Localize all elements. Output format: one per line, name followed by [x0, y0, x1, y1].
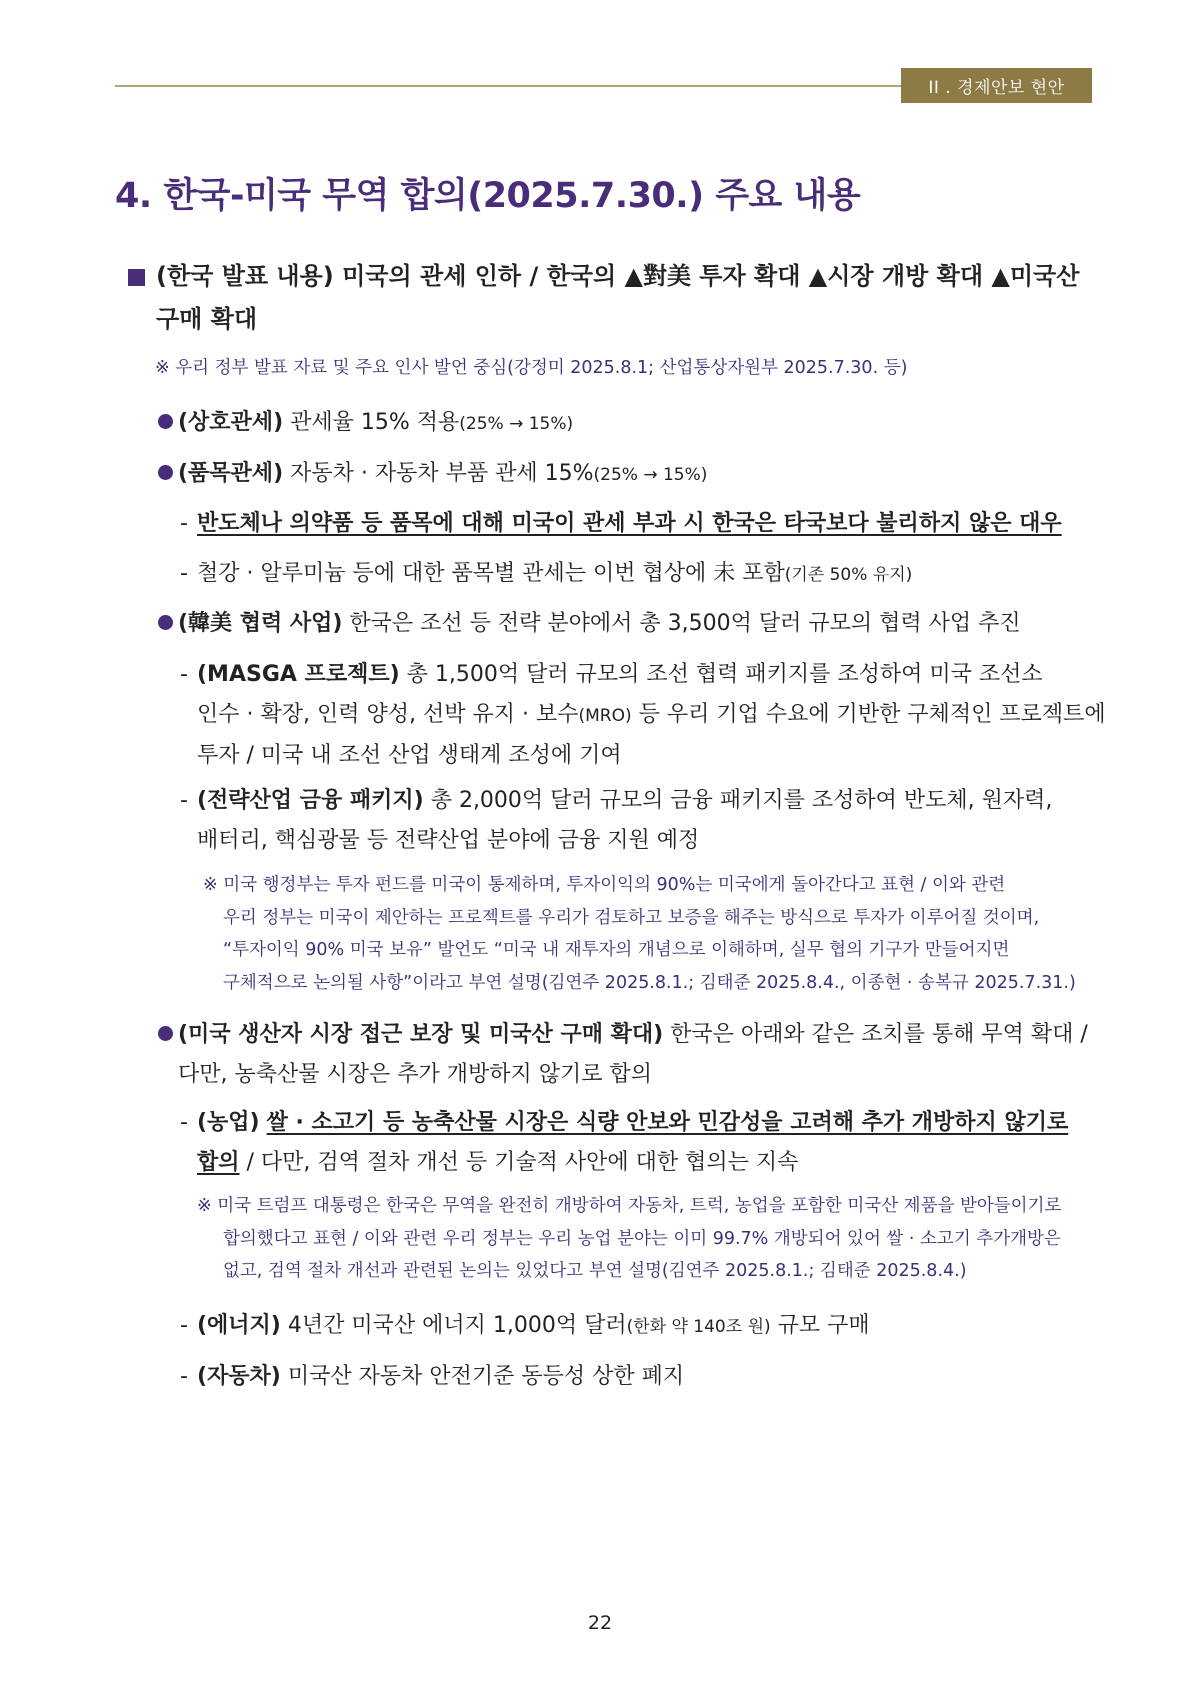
sub-item-line-2: 배터리, 핵심광물 등 전략산업 분야에 금융 지원 예정 — [197, 828, 700, 853]
section-heading — [128, 255, 1093, 341]
bullet-note: (25% → 15%) — [459, 414, 574, 434]
sub-item-semiconductor — [180, 504, 1062, 544]
sub-item-energy — [180, 1306, 870, 1347]
bullet-label: (품목관세) — [178, 461, 284, 486]
note-line-1: ※ 미국 트럼프 대통령은 한국은 무역을 완전히 개방하여 자동차, 트럭, 농업을 포함한 미국산 제품을 받아들이기로 — [197, 1196, 1062, 1216]
circle-bullet-icon — [158, 414, 173, 429]
bullet-market-access — [158, 1015, 1088, 1095]
dash-marker: - — [180, 511, 188, 536]
sub-item-underlined-1: 쌀 · 소고기 등 농축산물 시장은 식량 안보와 민감성을 고려해 추가 개방하지 않기로 — [266, 1110, 1069, 1135]
note-line-3: 없고, 검역 절차 개선과 관련된 논의는 있었다고 부연 설명(김연주 2025.8.1.; 김태준 2025.8.4.) — [223, 1261, 967, 1281]
circle-bullet-icon — [158, 1026, 173, 1041]
sub-item-label: (농업) — [197, 1110, 260, 1135]
square-bullet-icon — [128, 269, 145, 286]
note-line-3: “투자이익 90% 미국 보유” 발언도 “미국 내 재투자의 개념으로 이해하며, 실무 협의 기구가 만들어지면 — [223, 940, 1010, 960]
bullet-line-1: 한국은 아래와 같은 조치를 통해 무역 확대 / — [663, 1022, 1088, 1047]
sub-item-text: 미국산 자동차 안전기준 동등성 상한 폐지 — [280, 1364, 685, 1389]
sub-item-steel — [180, 554, 912, 595]
sub-item-text: 4년간 미국산 에너지 1,000억 달러 — [280, 1313, 627, 1338]
dash-marker: - — [180, 1364, 188, 1389]
investment-note — [203, 869, 1076, 999]
sub-item-text: 철강 · 알루미늄 등에 대한 품목별 관세는 이번 협상에 未 포함 — [197, 561, 785, 586]
sub-item-automobile — [180, 1357, 684, 1397]
sub-item-note: (기존 50% 유지) — [784, 565, 913, 585]
sub-item-masga — [180, 655, 1106, 776]
bullet-label: (미국 생산자 시장 접근 보장 및 미국산 구매 확대) — [178, 1022, 664, 1047]
sub-item-label: (자동차) — [197, 1364, 281, 1389]
sub-item-finance-package — [180, 781, 1052, 861]
sub-item-agriculture — [180, 1103, 1068, 1183]
sub-item-line-2-tail: 등 우리 기업 수요에 기반한 구체적인 프로젝트에 — [631, 702, 1106, 727]
bullet-label: (韓美 협력 사업) — [178, 611, 343, 636]
bullet-item-tariff — [158, 454, 707, 495]
sub-item-line-2: 인수 · 확장, 인력 양성, 선박 유지 · 보수 — [197, 702, 579, 727]
sub-item-line-1: 총 1,500억 달러 규모의 조선 협력 패키지를 조성하여 미국 조선소 — [399, 662, 1043, 687]
circle-bullet-icon — [158, 615, 173, 630]
dash-marker: - — [180, 788, 188, 813]
sub-item-line-3: 투자 / 미국 내 조선 산업 생태계 조성에 기여 — [197, 743, 622, 768]
page-number: 22 — [587, 1612, 613, 1634]
bullet-note: (25% → 15%) — [593, 465, 708, 485]
sub-item-label: (MASGA 프로젝트) — [197, 662, 400, 687]
dash-marker: - — [180, 1110, 188, 1135]
bullet-reciprocal-tariff — [158, 403, 573, 444]
sub-item-label: (에너지) — [197, 1313, 281, 1338]
page-title: 4. 한국-미국 무역 합의(2025.7.30.) 주요 내용 — [115, 176, 861, 216]
sub-item-tail: 규모 구매 — [770, 1313, 870, 1338]
header-rule — [115, 85, 901, 87]
sub-item-note: (MRO) — [578, 706, 632, 726]
sub-item-rest: / 다만, 검역 절차 개선 등 기술적 사안에 대한 협의는 지속 — [239, 1150, 799, 1175]
bullet-label: (상호관세) — [178, 410, 284, 435]
dash-marker: - — [180, 662, 188, 687]
dash-marker: - — [180, 1313, 188, 1338]
bullet-text: 관세율 15% 적용 — [283, 410, 460, 435]
trump-note — [197, 1190, 1061, 1288]
note-line-2: 우리 정부는 미국이 제안하는 프로젝트를 우리가 검토하고 보증을 해주는 방식으로 투자가 이루어질 것이며, — [223, 907, 1040, 928]
note-line-1: ※ 미국 행정부는 투자 펀드를 미국이 통제하며, 투자이익의 90%는 미국에게 돌아간다고 표현 / 이와 관련 — [203, 875, 1006, 895]
bullet-line-2: 다만, 농축산물 시장은 추가 개방하지 않기로 합의 — [178, 1062, 652, 1087]
bullet-text: 자동차 · 자동차 부품 관세 15% — [283, 461, 594, 486]
sub-item-line-1: 총 2,000억 달러 규모의 금융 패키지를 조성하여 반도체, 원자력, — [423, 788, 1053, 813]
bullet-cooperation — [158, 604, 1021, 644]
note-line-2: 합의했다고 표현 / 이와 관련 우리 정부는 우리 농업 분야는 이미 99.7% 개방되어 있어 쌀 · 소고기 추가개방은 — [223, 1228, 1061, 1249]
sub-item-underlined-2: 합의 — [197, 1150, 240, 1175]
sub-item-text: 반도체나 의약품 등 품목에 대해 미국이 관세 부과 시 한국은 타국보다 불리하지 않은 대우 — [197, 511, 1062, 536]
sub-item-note: (한화 약 140조 원) — [626, 1317, 771, 1337]
section-tab: II . 경제안보 현안 — [901, 68, 1092, 103]
source-note: ※ 우리 정부 발표 자료 및 주요 인사 발언 중심(강정미 2025.8.1; 산업통상자원부 2025.7.30. 등) — [155, 358, 908, 378]
bullet-text: 한국은 조선 등 전략 분야에서 총 3,500억 달러 규모의 협력 사업 추진 — [342, 611, 1021, 636]
sub-item-label: (전략산업 금융 패키지) — [197, 788, 424, 813]
circle-bullet-icon — [158, 465, 173, 480]
note-line-4: 구체적으로 논의될 사항”이라고 부연 설명(김연주 2025.8.1.; 김태준 2025.8.4., 이종현 · 송복규 2025.7.31.) — [223, 972, 1076, 993]
section-heading-text: (한국 발표 내용) 미국의 관세 인하 / 한국의 ▲對美 투자 확대 ▲시장 개방 확대 ▲미국산 구매 확대 — [156, 262, 1080, 333]
dash-marker: - — [180, 561, 188, 586]
